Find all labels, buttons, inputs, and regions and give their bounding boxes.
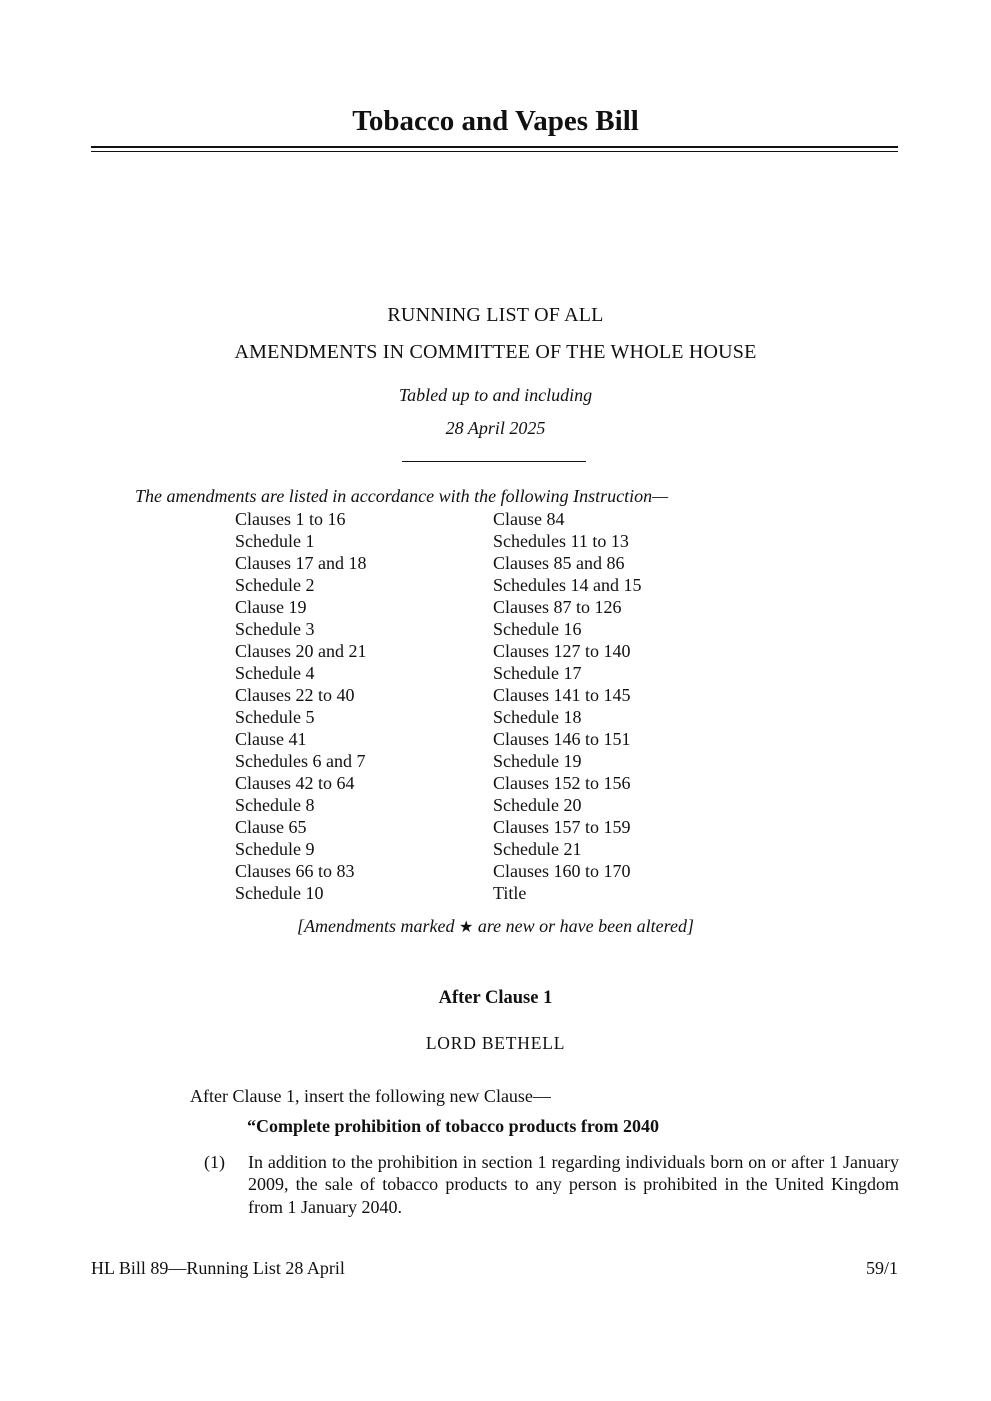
instruction-list-item: Clauses 152 to 156 [493,773,631,793]
instruction-list-item: Clauses 160 to 170 [493,861,631,881]
instruction-list-item: Clause 84 [493,509,565,529]
title-double-rule [91,146,898,152]
instruction-list-item: Clauses 85 and 86 [493,553,625,573]
instruction-list-item: Clauses 22 to 40 [235,685,355,705]
instruction-list-item: Clauses 146 to 151 [493,729,631,749]
tabled-up-to-line: Tabled up to and including [398,385,593,405]
instruction-list-item: Schedules 11 to 13 [493,531,629,551]
instruction-list-item: Schedule 1 [235,531,315,551]
instruction-list-item: Clauses 42 to 64 [235,773,355,793]
instruction-list-item: Clause 41 [235,729,307,749]
instruction-list-item: Schedule 8 [235,795,315,815]
instruction-list-item: Clause 65 [235,817,307,837]
instruction-list-item: Title [493,883,527,903]
footer-bill-reference: HL Bill 89—Running List 28 April [91,1258,345,1278]
instruction-list-item: Clause 19 [235,597,307,617]
subsection-number: (1) [204,1152,225,1172]
star-note-prefix: [Amendments marked [297,916,459,936]
instruction-list-item: Clauses 1 to 16 [235,509,346,529]
instruction-list-item: Schedule 10 [235,883,324,903]
instruction-list-item: Schedule 5 [235,707,315,727]
star-note [0,915,991,939]
star-icon: ★ [459,919,474,936]
instruction-list-item: Schedule 4 [235,663,315,683]
running-list-heading: RUNNING LIST OF ALL [387,304,604,326]
instruction-list-item: Schedule 17 [493,663,582,683]
footer-page-number: 59/1 [865,1258,898,1278]
star-note-suffix: are new or have been altered] [473,916,694,936]
instruction-list-item: Clauses 157 to 159 [493,817,631,837]
tabled-date: 28 April 2025 [445,418,546,438]
instruction-list-item: Schedule 9 [235,839,315,859]
after-clause-heading: After Clause 1 [438,988,553,1008]
instruction-list-item: Clauses 87 to 126 [493,597,622,617]
instruction-list-item: Schedule 3 [235,619,315,639]
instruction-list-item: Schedule 20 [493,795,582,815]
instruction-list-item: Clauses 127 to 140 [493,641,631,661]
instruction-list-item: Clauses 141 to 145 [493,685,631,705]
instruction-list-item: Schedule 21 [493,839,582,859]
instruction-list-item: Clauses 20 and 21 [235,641,367,661]
subsection-text: In addition to the prohibition in section 1 regarding individuals born on or after 1 January 2009, the sale of tobacco products to any person is prohibited in the United Kingdom from 1 January 2040. [248,1152,899,1217]
instruction-list-item: Schedule 19 [493,751,582,771]
new-clause-title: “Complete prohibition of tobacco products from 2040 [247,1116,659,1136]
instruction-list-item: Schedule 16 [493,619,582,639]
instruction-intro: The amendments are listed in accordance with the following Instruction— [135,486,669,506]
amendment-lead-in: After Clause 1, insert the following new Clause— [190,1086,551,1106]
committee-heading: AMENDMENTS IN COMMITTEE OF THE WHOLE HOUSE [234,341,757,363]
instruction-list-item: Clauses 17 and 18 [235,553,367,573]
instruction-list-item: Schedule 2 [235,575,315,595]
instruction-list-item: Clauses 66 to 83 [235,861,355,881]
section-divider-rule [402,461,586,462]
instruction-list-left-column [235,508,366,904]
member-name: LORD BETHELL [425,1033,566,1053]
instruction-list-item: Schedule 18 [493,707,582,727]
instruction-list-item: Schedules 14 and 15 [493,575,642,595]
instruction-list-item: Schedules 6 and 7 [235,751,366,771]
bill-title: Tobacco and Vapes Bill [352,105,639,137]
instruction-list-right-column [493,508,641,904]
